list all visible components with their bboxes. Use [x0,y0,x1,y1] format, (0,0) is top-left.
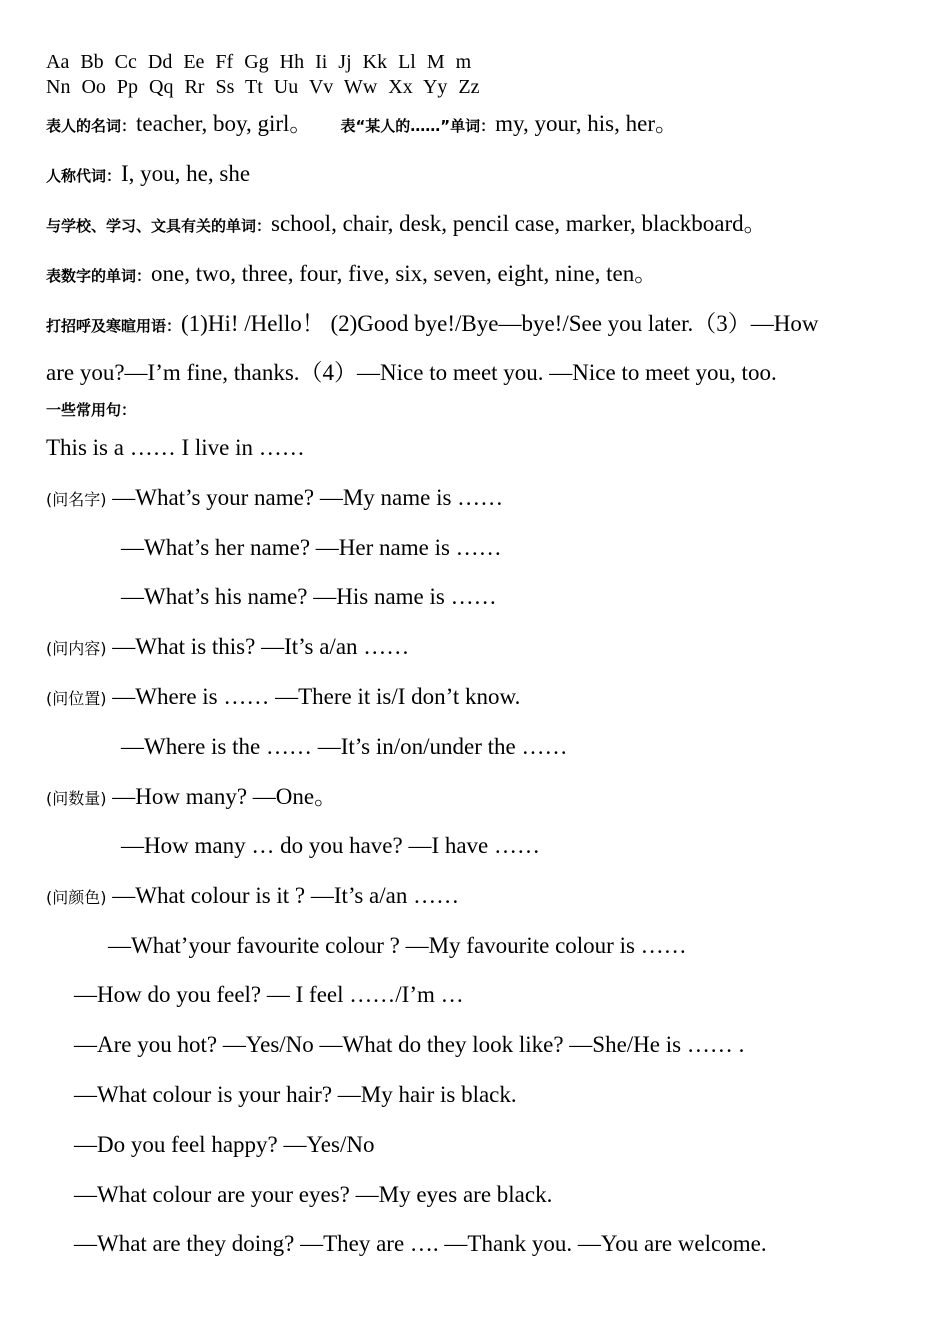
ask-position-line-2: —Where is the …… —It’s in/on/under the …… [121,734,568,759]
common-sentences-heading: 一些常用句： [46,401,137,419]
number-words-line [46,260,657,290]
ask-content-text: —What is this? —It’s a/an …… [106,634,410,659]
number-words: one, two, three, four, five, six, seven, eight, nine, ten。 [151,261,658,286]
pronouns-words: I, you, he, she [121,161,251,186]
people-nouns-label: 表人的名词： [46,117,137,135]
ask-name-line-3: —What’s his name? —His name is …… [121,584,497,609]
school-words: school, chair, desk, pencil case, marker, blackboard。 [271,211,767,236]
number-words-label: 表数字的单词： [46,267,152,285]
ask-quantity-text-1: —How many? —One。 [106,784,338,809]
ask-quantity-line-2: —How many … do you have? —I have …… [121,833,541,858]
ask-position-line-1 [46,683,520,713]
ask-name-text-1: —What’s your name? —My name is …… [106,485,504,510]
intro-sentence: This is a …… I live in …… [46,435,305,460]
hair-line: —What colour is your hair? —My hair is black. [74,1082,517,1107]
feel-line: —How do you feel? — I feel ……/I’m … [74,982,464,1007]
school-words-label: 与学校、学习、文具有关的单词： [46,217,272,235]
ask-content-tag: (问内容) [46,639,107,658]
eyes-line: —What colour are your eyes? —My eyes are black. [74,1182,553,1207]
ask-colour-line-2: —What’your favourite colour ? —My favourite colour is …… [108,933,687,958]
alphabet-row-2: Nn Oo Pp Qq Rr Ss Tt Uu Vv Ww Xx Yy Zz [46,76,480,98]
greetings-text-1: (1)Hi! /Hello！ (2)Good bye!/Bye—bye!/See you later.（3）—How [181,311,819,336]
school-words-line [46,210,767,240]
ask-colour-tag: (问颜色) [46,888,107,907]
ask-colour-line-1 [46,882,459,912]
doing-line: —What are they doing? —They are …. —Thank you. —You are welcome. [74,1231,767,1256]
greetings-line-2: are you?—I’m fine, thanks.（4）—Nice to meet you. —Nice to meet you, too. [46,360,777,385]
happy-line: —Do you feel happy? —Yes/No [74,1132,375,1157]
ask-name-line-2: —What’s her name? —Her name is …… [121,535,502,560]
ask-name-tag: (问名字) [46,490,107,509]
greetings-line-1 [46,310,819,340]
ask-quantity-tag: (问数量) [46,789,107,808]
hot-line: —Are you hot? —Yes/No —What do they look like? —She/He is …… . [74,1032,745,1057]
ask-colour-text-1: —What colour is it ? —It’s a/an …… [106,883,460,908]
possessive-label: 表“某人的……”单词： [340,117,496,135]
possessive-words: my, your, his, her。 [495,111,678,136]
ask-name-line-1 [46,484,503,514]
ask-content-line [46,633,409,663]
people-nouns-line [46,110,678,140]
ask-position-tag: (问位置) [46,689,107,708]
pronouns-line [46,160,250,190]
alphabet-row-1: Aa Bb Cc Dd Ee Ff Gg Hh Ii Jj Kk Ll M m [46,51,472,73]
ask-quantity-line-1 [46,783,337,813]
people-nouns-words: teacher, boy, girl。 [136,111,313,136]
pronouns-label: 人称代词： [46,167,122,185]
ask-position-text-1: —Where is …… —There it is/I don’t know. [106,684,521,709]
greetings-label: 打招呼及寒暄用语： [46,317,182,335]
